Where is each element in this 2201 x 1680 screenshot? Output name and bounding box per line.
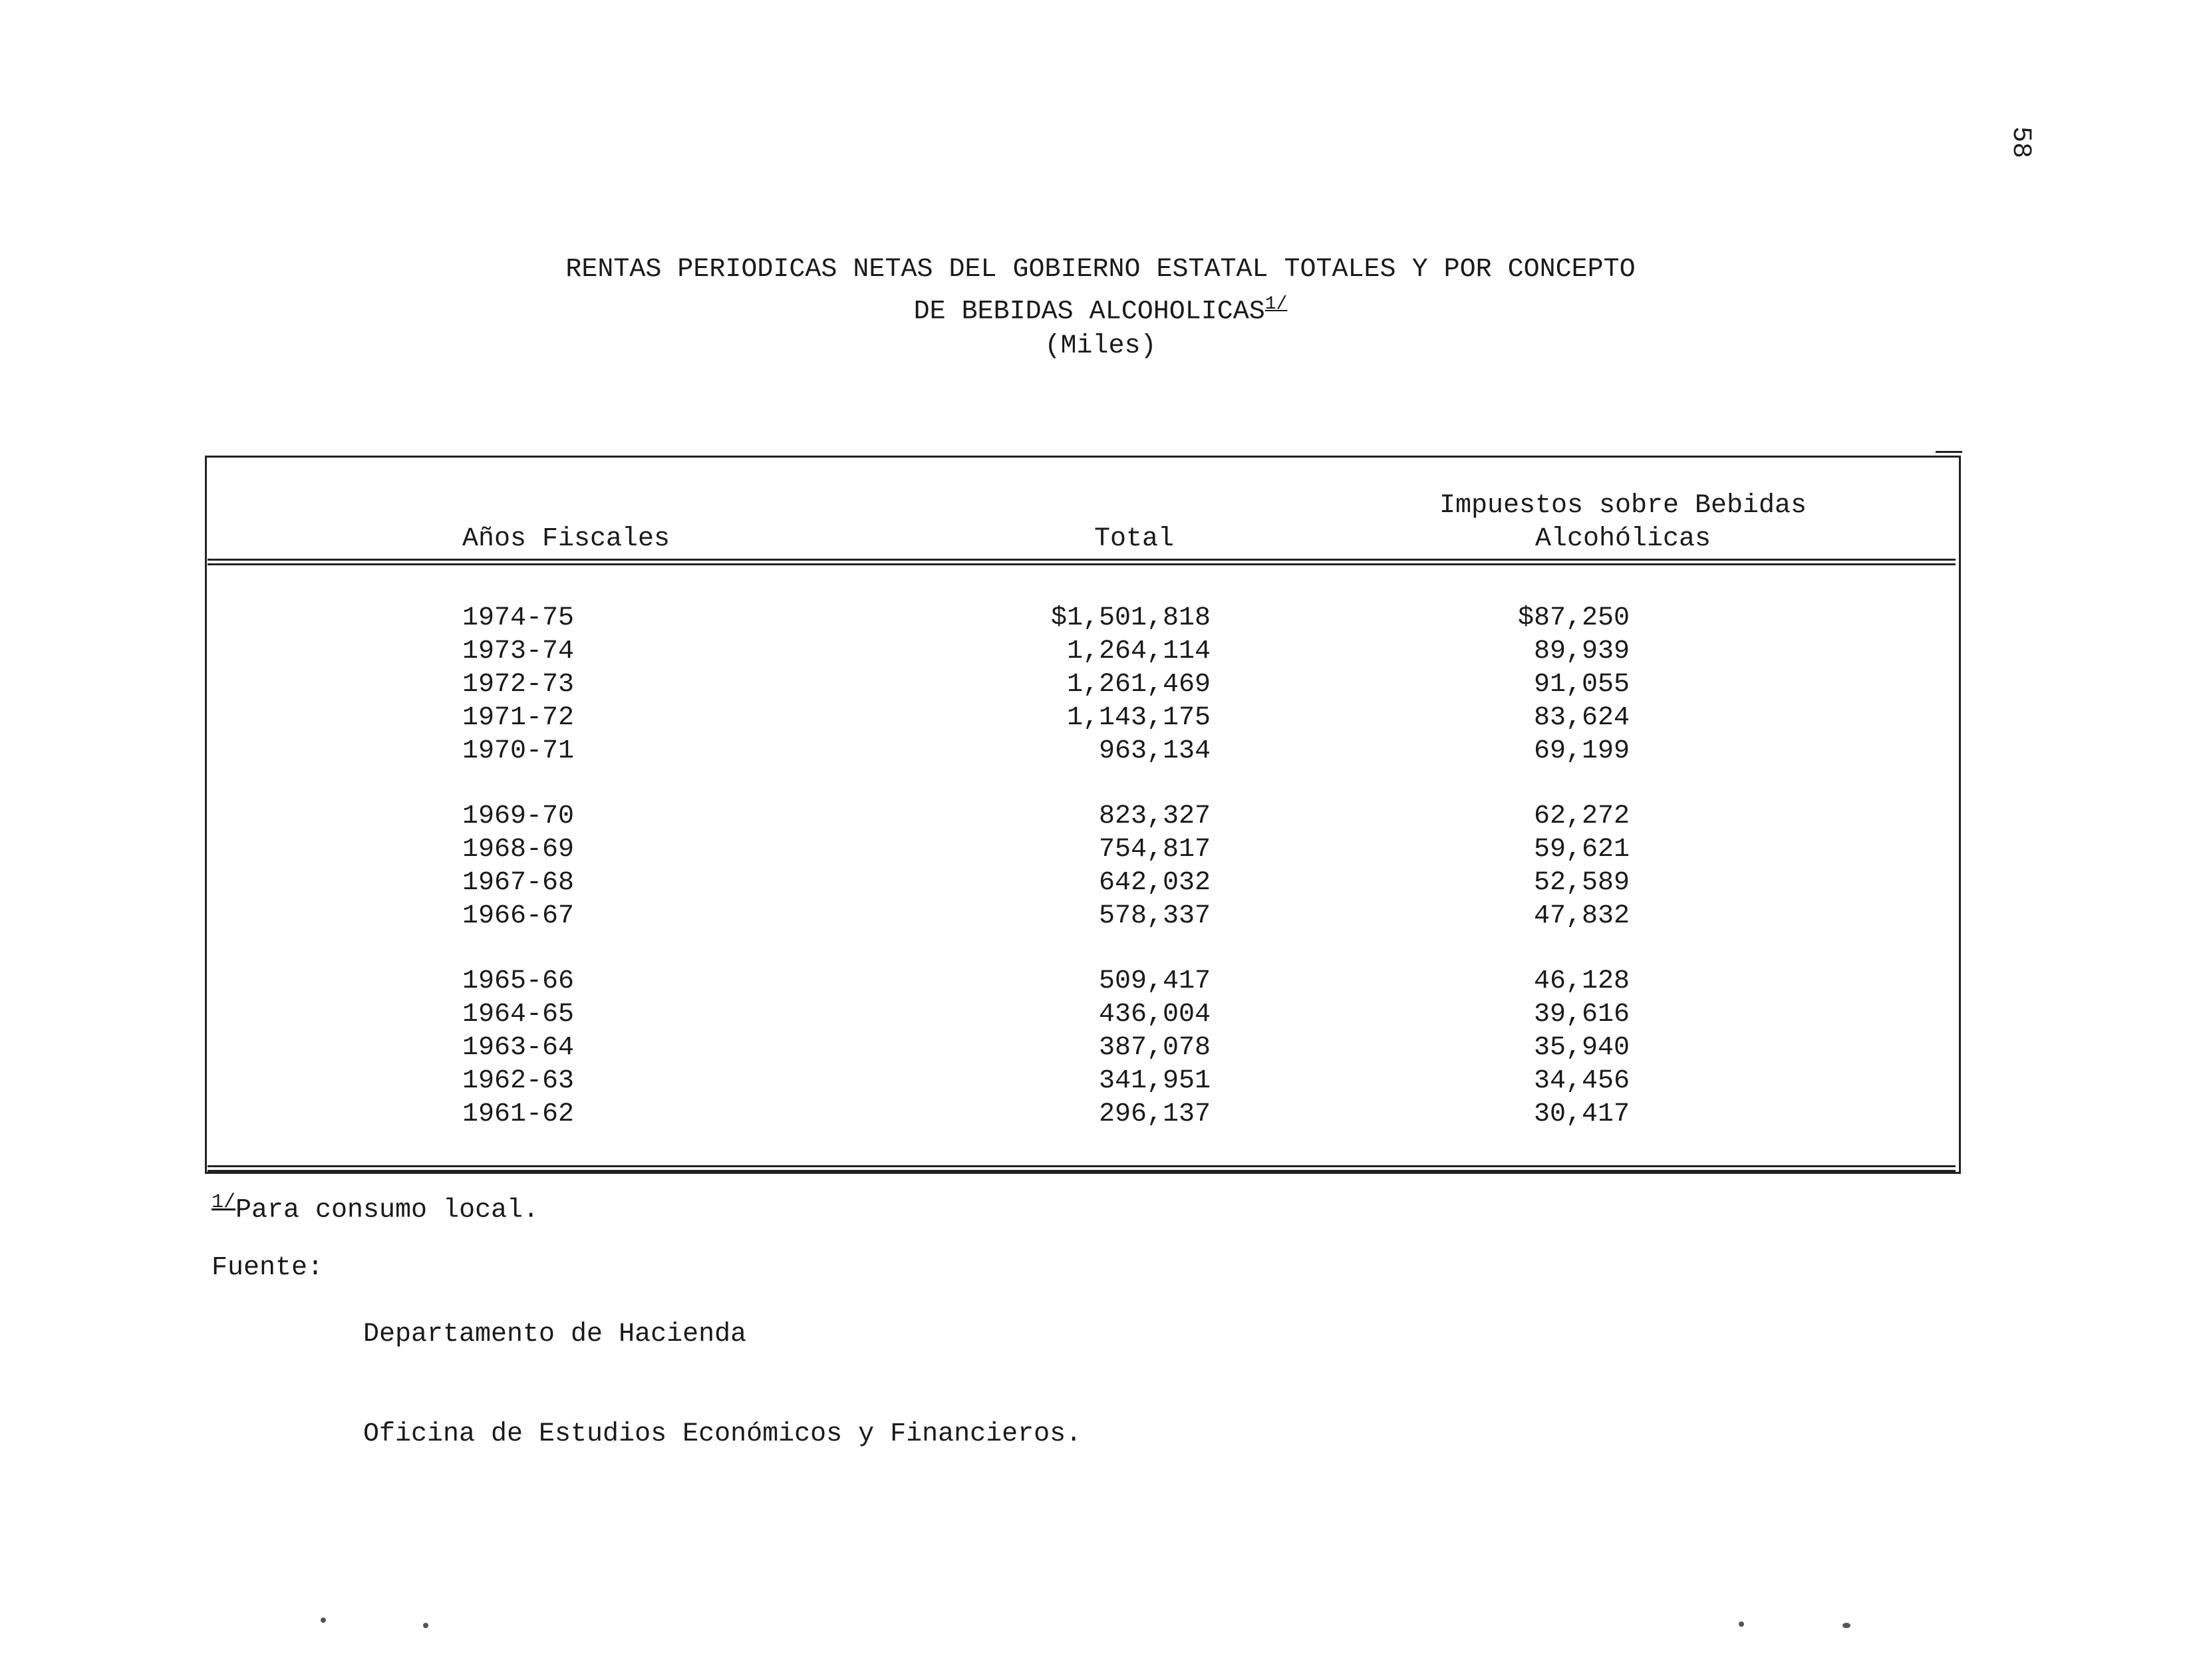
table-row [0, 602, 2201, 635]
source-line-2: Oficina de Estudios Económicos y Financieros. [363, 1419, 1082, 1449]
cell-total: 1,143,175 [1066, 703, 1211, 733]
table-title [0, 253, 2201, 364]
scan-speck [1842, 1623, 1850, 1628]
cell-alcohol: 83,624 [1533, 703, 1630, 733]
header-alcohol-tax-line-1: Impuestos sobre Bebidas [1439, 491, 1807, 521]
cell-alcohol: 89,939 [1533, 636, 1630, 666]
title-line-2 [0, 287, 2201, 329]
cell-alcohol: 62,272 [1533, 801, 1630, 831]
header-fiscal-years: Años Fiscales [462, 524, 670, 554]
cell-alcohol: 39,616 [1533, 1000, 1630, 1030]
table-row [0, 702, 2201, 735]
header-alcohol-tax [1430, 490, 1816, 556]
cell-alcohol: 52,589 [1533, 868, 1630, 898]
cell-total: 1,261,469 [1066, 670, 1211, 700]
cell-year: 1970-71 [462, 736, 575, 766]
source-lines [363, 1252, 1082, 1518]
scan-speck [423, 1623, 428, 1628]
cell-alcohol: 59,621 [1533, 835, 1630, 865]
cell-year: 1969-70 [462, 801, 575, 831]
cell-year: 1972-73 [462, 670, 575, 700]
cell-alcohol: 46,128 [1533, 966, 1630, 996]
table-body [0, 602, 2201, 1131]
cell-total: 642,032 [1098, 868, 1211, 898]
cell-alcohol: 91,055 [1533, 670, 1630, 700]
cell-year: 1968-69 [462, 835, 575, 865]
cell-total: 754,817 [1098, 835, 1211, 865]
cell-alcohol: 30,417 [1533, 1099, 1630, 1129]
table-row [0, 900, 2201, 933]
cell-alcohol: 69,199 [1533, 736, 1630, 766]
cell-total: 823,327 [1098, 801, 1211, 831]
row-group-1 [0, 602, 2201, 768]
footer-double-rule [208, 1165, 1956, 1172]
cell-year: 1967-68 [462, 868, 575, 898]
title-line-2-text: DE BEBIDAS ALCOHOLICAS [913, 297, 1265, 327]
cell-year: 1966-67 [462, 901, 575, 931]
cell-year: 1973-74 [462, 636, 575, 666]
table-row [0, 998, 2201, 1032]
cell-year: 1974-75 [462, 603, 575, 633]
cell-total: 341,951 [1098, 1066, 1211, 1096]
cell-total: 963,134 [1098, 736, 1211, 766]
cell-year: 1961-62 [462, 1099, 575, 1129]
page-number: 58 [2005, 126, 2035, 159]
header-alcohol-tax-line-2: Alcohólicas [1535, 524, 1711, 554]
row-group-2 [0, 800, 2201, 933]
header-total: Total [1094, 524, 1175, 554]
table-row [0, 635, 2201, 668]
table-row [0, 965, 2201, 998]
table-row [0, 833, 2201, 867]
cell-year: 1971-72 [462, 703, 575, 733]
table-row [0, 1098, 2201, 1131]
cell-total: 296,137 [1098, 1099, 1211, 1129]
header-double-rule [208, 559, 1956, 565]
cell-total: 509,417 [1098, 966, 1211, 996]
cell-alcohol: $87,250 [1517, 603, 1630, 633]
title-units: (Miles) [1044, 331, 1157, 362]
cell-total: 387,078 [1098, 1033, 1211, 1063]
title-line-1: RENTAS PERIODICAS NETAS DEL GOBIERNO ESTATAL TOTALES Y POR CONCEPTO [565, 255, 1636, 285]
cell-year: 1965-66 [462, 966, 575, 996]
cell-total: 436,004 [1098, 1000, 1211, 1030]
source-label: Fuente: [212, 1253, 324, 1283]
footnote [212, 1186, 539, 1227]
cell-year: 1962-63 [462, 1066, 575, 1096]
footnote-text: Para consumo local. [235, 1195, 539, 1226]
table-row [0, 735, 2201, 768]
table-row [0, 1032, 2201, 1065]
scan-speck [1739, 1621, 1744, 1627]
title-footnote-mark: 1/ [1264, 294, 1288, 315]
table-row [0, 668, 2201, 702]
frame-corner [1936, 451, 1962, 458]
cell-total: $1,501,818 [1050, 603, 1211, 633]
cell-alcohol: 35,940 [1533, 1033, 1630, 1063]
cell-total: 1,264,114 [1066, 636, 1211, 666]
row-group-3 [0, 965, 2201, 1131]
cell-total: 578,337 [1098, 901, 1211, 931]
cell-alcohol: 34,456 [1533, 1066, 1630, 1096]
cell-alcohol: 47,832 [1533, 901, 1630, 931]
source-line-1: Departamento de Hacienda [363, 1320, 747, 1349]
table-row [0, 1065, 2201, 1098]
footnote-mark: 1/ [212, 1191, 236, 1214]
cell-year: 1963-64 [462, 1033, 575, 1063]
scan-speck [321, 1617, 326, 1623]
cell-year: 1964-65 [462, 1000, 575, 1030]
table-row [0, 800, 2201, 833]
table-row [0, 867, 2201, 900]
